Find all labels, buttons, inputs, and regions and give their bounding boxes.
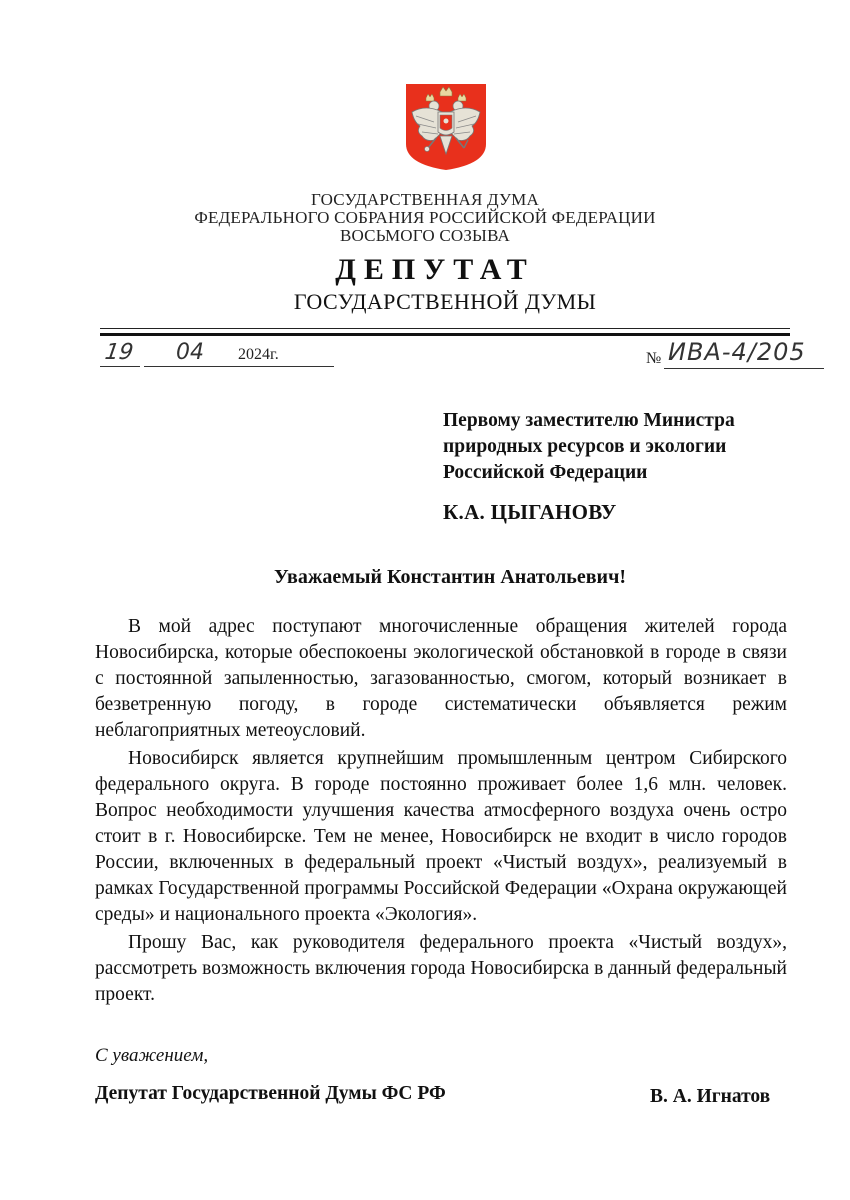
letterhead-subtitle: ГОСУДАРСТВЕННОЙ ДУМЫ: [293, 289, 597, 314]
salutation: Уважаемый Константин Анатольевич!: [273, 566, 627, 588]
body-paragraph: Новосибирск является крупнейшим промышленным центром Сибирского федерального округа. В городе постоянно проживает более 1,6 млн. человек. Вопрос необходимости улучшения качества атмосферного воздуха очень остро стоит в г. Новосибирске. Тем не менее, Новосибирск не входит в число городов России, включенных в федеральный проект «Чистый воздух», реализуемый в рамках Государственной программы Российской Федерации «Охрана окружающей среды» и национального проекта «Экология».: [95, 748, 787, 925]
addressee-name: К.А. ЦЫГАНОВУ: [443, 500, 617, 524]
body-paragraph: Прошу Вас, как руководителя федерального проекта «Чистый воздух», рассмотреть возможность включения города Новосибирска в данный федеральный проект.: [95, 932, 787, 1005]
closing-phrase: С уважением,: [95, 1045, 209, 1066]
org-line-assembly: ФЕДЕРАЛЬНОГО СОБРАНИЯ РОССИЙСКОЙ ФЕДЕРАЦИИ: [194, 208, 656, 227]
addressee-block: [443, 408, 823, 486]
date-year: 2024г.: [238, 346, 279, 363]
russian-coat-of-arms-icon: [404, 82, 488, 172]
letter-body: [95, 614, 787, 1010]
org-line-convocation: ВОСЬМОГО СОЗЫВА: [339, 226, 511, 245]
addressee-position-line: Первому заместителю Министра: [443, 410, 735, 431]
letterhead-title: ДЕПУТАТ: [335, 253, 535, 286]
document-number: ИВА-4/205: [668, 338, 806, 366]
document-number-field: [640, 338, 830, 378]
number-sign: №: [646, 350, 662, 367]
addressee-position-line: природных ресурсов и экологии: [443, 436, 727, 457]
signatory-name: В. А. Игнатов: [650, 1086, 771, 1107]
document-number-underline: [664, 368, 824, 369]
date-month: 04: [176, 340, 204, 365]
org-line-duma: ГОСУДАРСТВЕННАЯ ДУМА: [311, 190, 539, 209]
addressee-position-line: Российской Федерации: [443, 462, 648, 483]
date-day: 19: [103, 340, 135, 365]
date-day-underline: [100, 366, 140, 367]
date-month-underline: [144, 366, 334, 367]
signatory-title: Депутат Государственной Думы ФС РФ: [95, 1083, 446, 1104]
body-paragraph: В мой адрес поступают многочисленные обращения жителей города Новосибирска, которые обеспокоены экологической обстановкой в городе в связи с постоянной запыленностью, загазованностью, смогом, который возникает в безветренную погоду, в городе систематически объявляется режим неблагоприятных метеоусловий.: [95, 616, 787, 741]
date-field: [100, 338, 330, 378]
header-divider-thick: [100, 333, 790, 336]
header-divider-thin: [100, 328, 790, 329]
